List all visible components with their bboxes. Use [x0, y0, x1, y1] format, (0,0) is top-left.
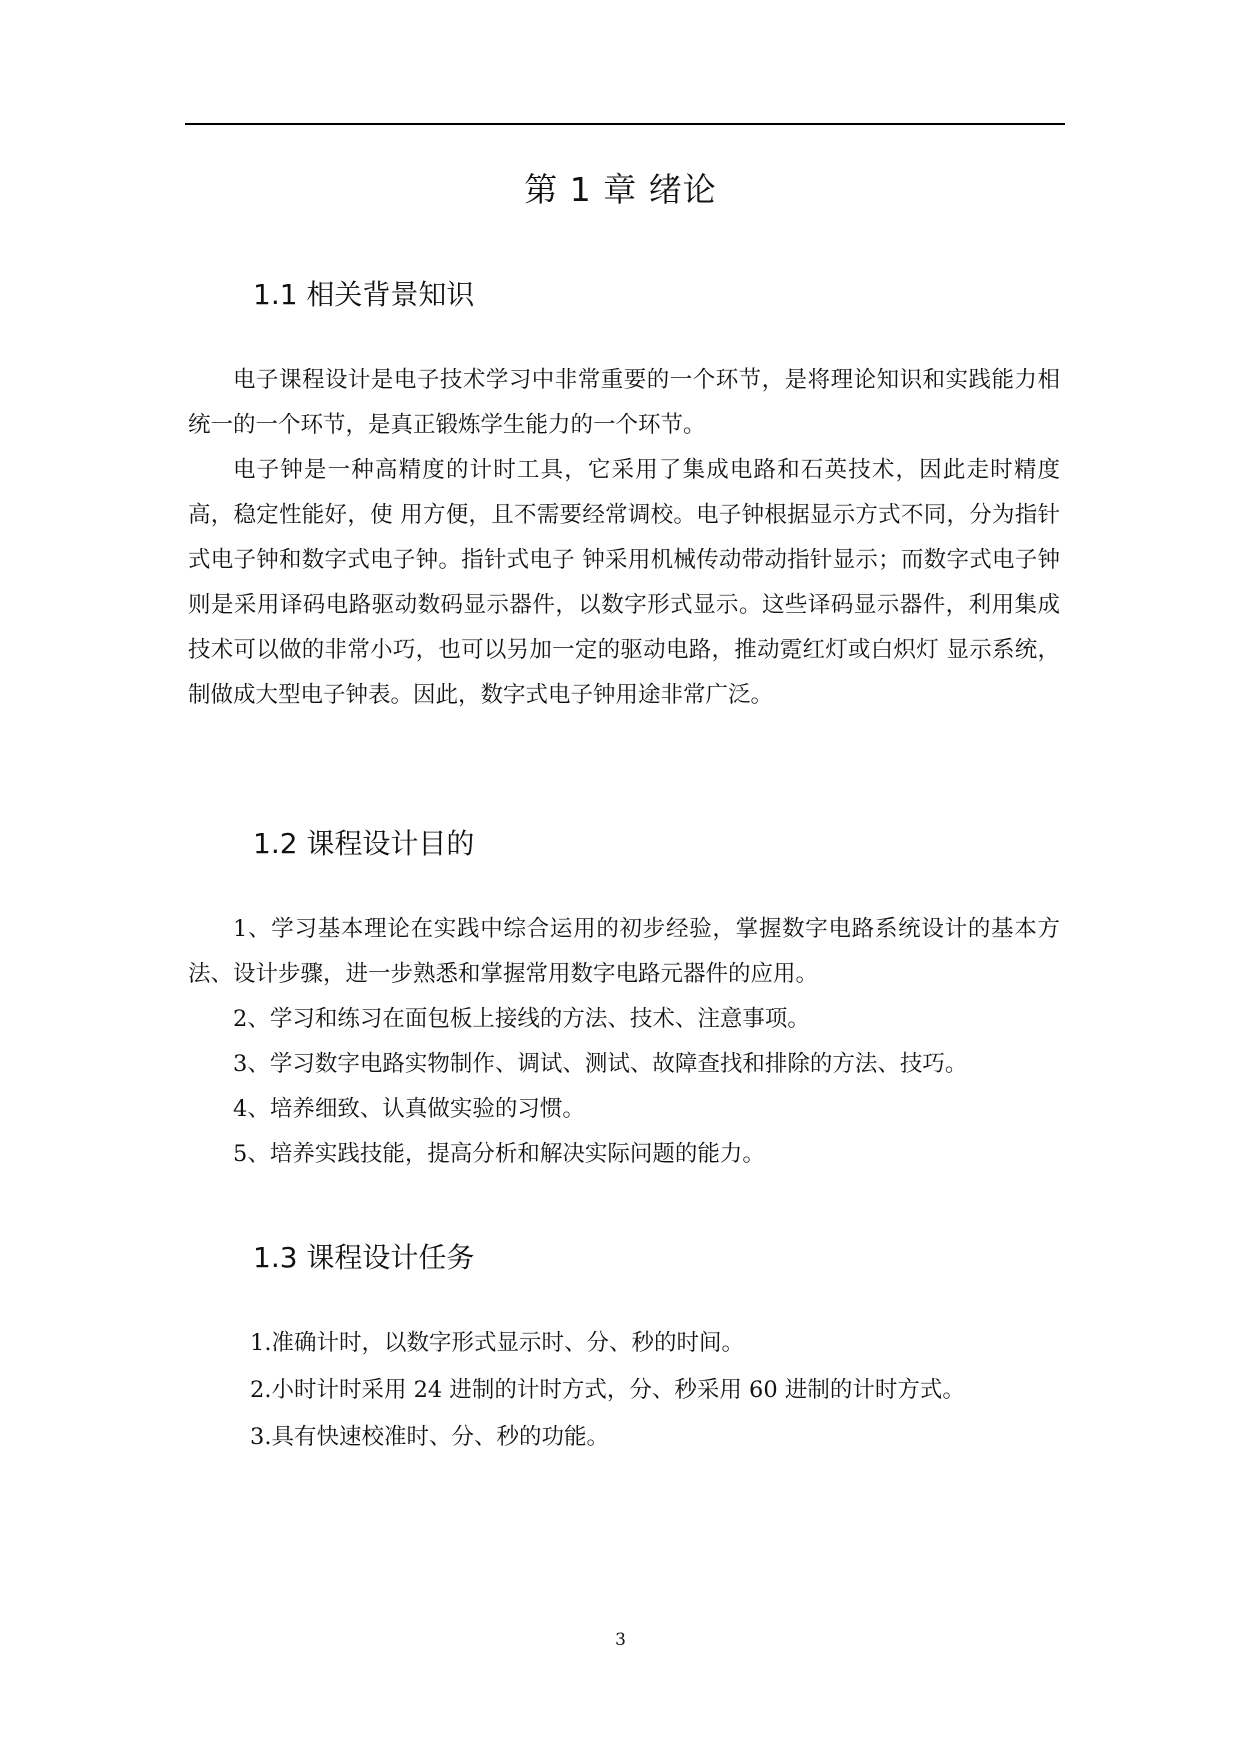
- task-item-3: 3.具有快速校准时、分、秒的功能。: [250, 1424, 609, 1450]
- goal-item-5: 5、培养实践技能，提高分析和解决实际问题的能力。: [233, 1141, 765, 1167]
- chapter-title: 第 1 章 绪论: [524, 170, 717, 209]
- goal-item-1: 1、学习基本理论在实践中综合运用的初步经验，掌握数字电路系统设计的基本方法、设计步骤，进一步熟悉和掌握常用数字电路元器件的应用。: [188, 916, 1060, 987]
- paragraph-background-1: 电子课程设计是电子技术学习中非常重要的一个环节，是将理论知识和实践能力相统一的一个环节，是真正锻炼学生能力的一个环节。: [188, 367, 1060, 438]
- task-item-2: 2.小时计时采用 24 进制的计时方式，分、秒采用 60 进制的计时方式。: [250, 1377, 965, 1403]
- section-heading-1-1: 1.1 相关背景知识: [253, 278, 475, 311]
- task-item-1: 1.准确计时，以数字形式显示时、分、秒的时间。: [250, 1330, 744, 1356]
- paragraph-background-2: 电子钟是一种高精度的计时工具，它采用了集成电路和石英技术，因此走时精度高，稳定性能好，使 用方便，且不需要经常调校。电子钟根据显示方式不同，分为指针式电子钟和数字式电子钟。指针式电子 钟采用机械传动带动指针显示；而数字式电子钟则是采用译码电路驱动数码显示器件，以数字形式显示。这些译码显示器件，利用集成技术可以做的非常小巧，也可以另加一定的驱动电路，推动霓红灯或白炽灯 显示系统，制做成大型电子钟表。因此，数字式电子钟用途非常广泛。: [188, 457, 1060, 708]
- section-heading-1-3: 1.3 课程设计任务: [253, 1241, 475, 1274]
- section-heading-1-2: 1.2 课程设计目的: [253, 827, 475, 860]
- header-rule: [185, 123, 1065, 125]
- page-number: 3: [615, 1630, 626, 1650]
- goal-item-3: 3、学习数字电路实物制作、调试、测试、故障查找和排除的方法、技巧。: [233, 1051, 968, 1077]
- goal-item-2: 2、学习和练习在面包板上接线的方法、技术、注意事项。: [233, 1006, 810, 1032]
- goal-item-4: 4、培养细致、认真做实验的习惯。: [233, 1096, 585, 1122]
